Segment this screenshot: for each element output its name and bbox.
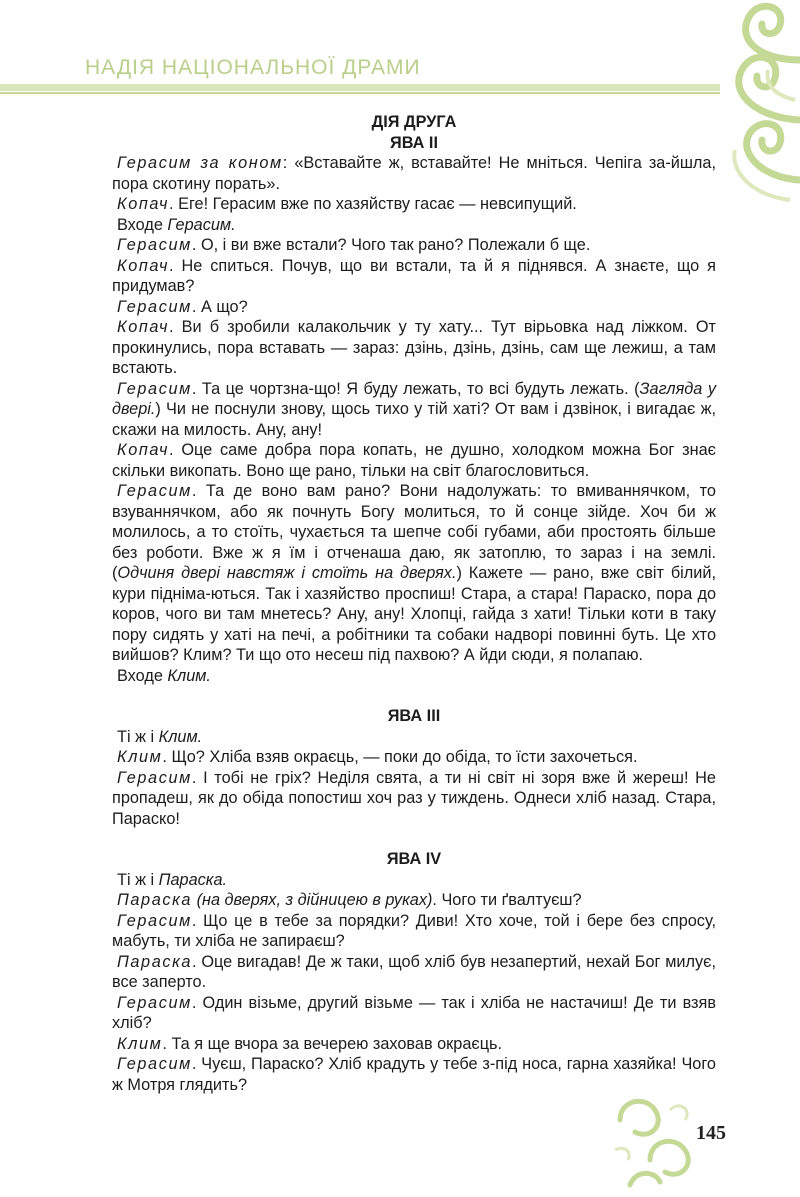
dialogue-line: Герасим. А що? xyxy=(117,297,248,316)
stage-direction: Ті ж і Параска. xyxy=(117,870,228,889)
stage-direction: Входе Клим. xyxy=(117,666,211,685)
scene-title: ЯВА ІІ xyxy=(390,133,438,152)
spacer xyxy=(112,829,716,849)
dialogue-line: Копач. Еге! Герасим вже по хазяйству гасає — невсипущий. xyxy=(117,195,577,213)
header-rule xyxy=(0,92,720,94)
dialogue-line: Герасим за коном: «Вставайте ж, вставайте! Не мніться. Чепіга за-йшла, пора скотину порать». xyxy=(112,154,716,193)
dialogue-line: Герасим. І тобі не гріх? Неділя свята, а ти ні світ ні зоря вже й жереш! Не пропадеш, як до обіда попостиш хоч раз у тиждень. Однеси хліб назад. Стара, Параско! xyxy=(112,768,716,828)
dialogue-line: Герасим. Один візьме, другий візьме — так і хліба не настачиш! Де ти взяв хліб? xyxy=(112,993,716,1032)
dialogue-line: Копач. Ви б зробили калакольчик у ту хату... Тут вірьовка над ліжком. От прокинулись, пора вставать — зараз: дзінь, дзінь, дзінь, сам ще лежиш, а там встають. xyxy=(112,318,716,377)
page-number: 145 xyxy=(696,1122,726,1144)
header-band xyxy=(0,84,720,91)
dialogue-line: Копач. Оце саме добра пора копать, не душно, холодком можна Бог знає скільки викопать. Воно ще рано, тільки на світ благословиться. xyxy=(112,441,716,480)
dialogue-line: Параска (на дверях, з дійницею в руках). Чого ти ґвалтуєш? xyxy=(117,891,582,909)
scene-title: ЯВА ІІІ xyxy=(387,707,441,725)
dialogue-line: Герасим. Що це в тебе за порядки? Диви! Хто хоче, той і бере без спросу, мабуть, ти хліба не запираєш? xyxy=(112,911,716,950)
dialogue-line: Клим. Та я ще вчора за вечерею заховав окраєць. xyxy=(117,1034,503,1053)
running-header: НАДІЯ НАЦІОНАЛЬНОЇ ДРАМИ xyxy=(85,56,421,79)
dialogue-line: Герасим. Та де воно вам рано? Вони надолужать: то вмиваннячком, то взуваннячком, або як почнуть Богу молиться, то й сонце зійде. Хоч би ж молилось, а то стоїть, чухається та шепче собі губами, аби простоять більше без роботи. Вже ж я їм і отченаша даю, як затоплю, то зараз і на землі. (Одчиня двері навстяж і стоїть на дверях.) Кажете — рано, вже світ білий, кури підніма-ються. Так і хазяйство проспиш! Стара, а стара! Параско, пора до коров, чого ви там мнетесь? Ану, ану! Хлопці, гайда з хати! Тільки коти в таку пору сидять у хаті на печі, а робітники та собаки надворі повинні буть. Це хто вийшов? Клим? Ти що ото несеш під пахвою? А йди сюди, я полапаю. xyxy=(112,482,716,664)
dialogue-line: Клим. Що? Хліба взяв окраєць, — поки до обіда, то їсти захочеться. xyxy=(117,748,638,766)
spacer xyxy=(112,686,716,706)
scene-title: ЯВА IV xyxy=(386,850,442,868)
stage-direction: Ті ж і Клим. xyxy=(117,727,203,746)
act-title: ДІЯ ДРУГА xyxy=(371,113,457,131)
page-body xyxy=(112,112,716,1095)
stage-direction: Входе Герасим. xyxy=(117,215,236,234)
dialogue-line: Герасим. Чуєш, Параско? Хліб крадуть у тебе з-під носа, гарна хазяйка! Чого ж Мотря глядить? xyxy=(112,1055,716,1094)
dialogue-line: Герасим. О, і ви вже встали? Чого так рано? Полежали б ще. xyxy=(117,236,591,254)
dialogue-line: Герасим. Та це чортзна-що! Я буду лежать, то всі будуть лежать. (Загляда у двері.) Чи не поснули знову, щось тихо у тій хаті? От вам і дзвінок, і вигадає ж, скажи на милость. Ану, ану! xyxy=(112,379,716,439)
dialogue-line: Копач. Не спиться. Почув, що ви встали, та й я піднявся. А знаєте, що я придумав? xyxy=(112,256,716,295)
dialogue-line: Параска. Оце вигадав! Де ж таки, щоб хліб був незапертий, нехай Бог милує, все заперто. xyxy=(112,952,716,991)
